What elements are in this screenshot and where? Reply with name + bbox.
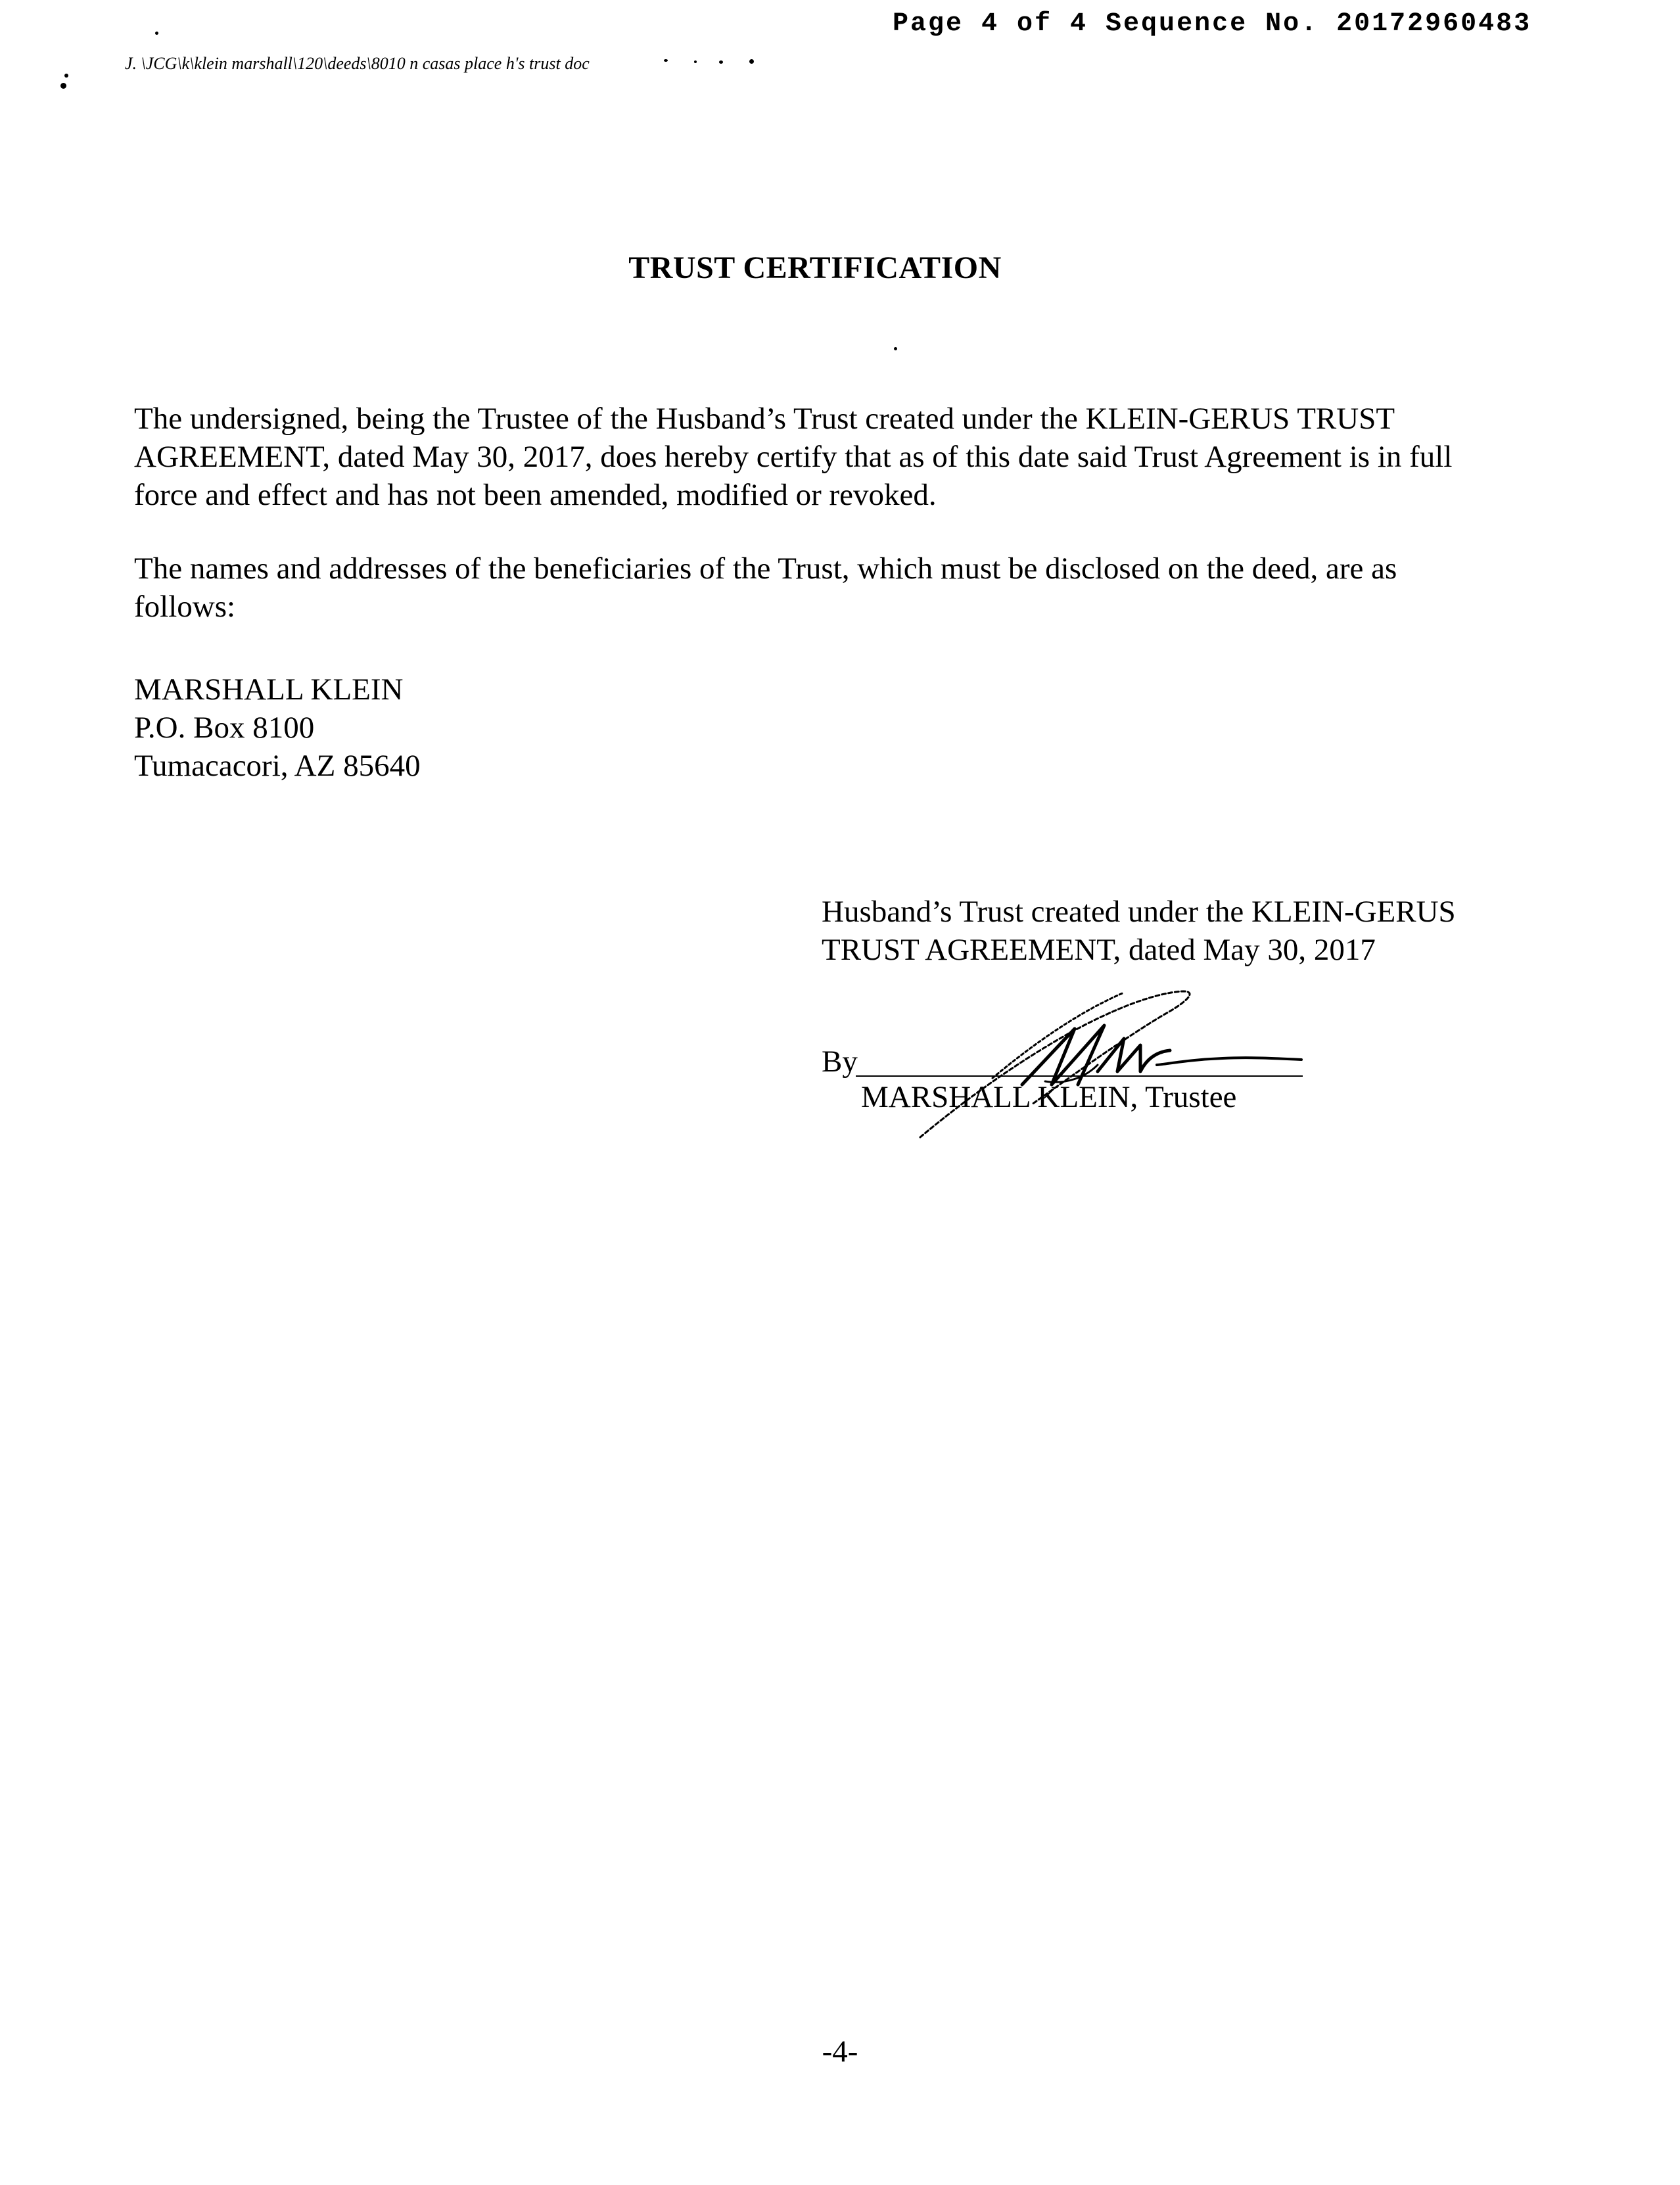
beneficiary-address-line-2: Tumacacori, AZ 85640 <box>134 749 421 783</box>
document-title: TRUST CERTIFICATION <box>628 250 1002 285</box>
scan-speck <box>719 60 723 64</box>
certification-paragraph: The undersigned, being the Trustee of the Husband’s Trust created under the KLEIN-GERUS TRUST AGREEMENT, dated May 30, 2017, does hereby certify that as of this date said Trust Agreement is in full force and effect and has not been amended, modified or revoked. <box>134 402 1453 512</box>
scan-speck <box>64 74 68 78</box>
beneficiary-address-line-1: P.O. Box 8100 <box>134 711 315 745</box>
page-number: -4- <box>822 2034 858 2069</box>
file-path: J. \JCG\k\klein marshall\120\deeds\8010 n casas place h's trust doc <box>125 54 590 73</box>
beneficiary-name: MARSHALL KLEIN <box>134 672 404 707</box>
scan-speck <box>60 83 66 89</box>
handwritten-signature <box>881 973 1315 1144</box>
scan-speck <box>749 59 754 64</box>
scan-speck <box>894 347 897 350</box>
signature-block-line-1: Husband’s Trust created under the KLEIN-GERUS <box>822 895 1456 929</box>
by-label: By <box>822 1045 858 1079</box>
scan-speck <box>664 59 668 62</box>
page-header: Page 4 of 4 Sequence No. 20172960483 <box>893 9 1532 39</box>
scan-speck <box>155 32 158 35</box>
beneficiaries-paragraph: The names and addresses of the beneficiaries of the Trust, which must be disclosed on the deed, are as follows: <box>134 552 1397 624</box>
signature-block-line-2: TRUST AGREEMENT, dated May 30, 2017 <box>822 933 1376 967</box>
scan-speck <box>694 60 697 63</box>
signer-name: MARSHALL KLEIN, Trustee <box>861 1080 1237 1114</box>
